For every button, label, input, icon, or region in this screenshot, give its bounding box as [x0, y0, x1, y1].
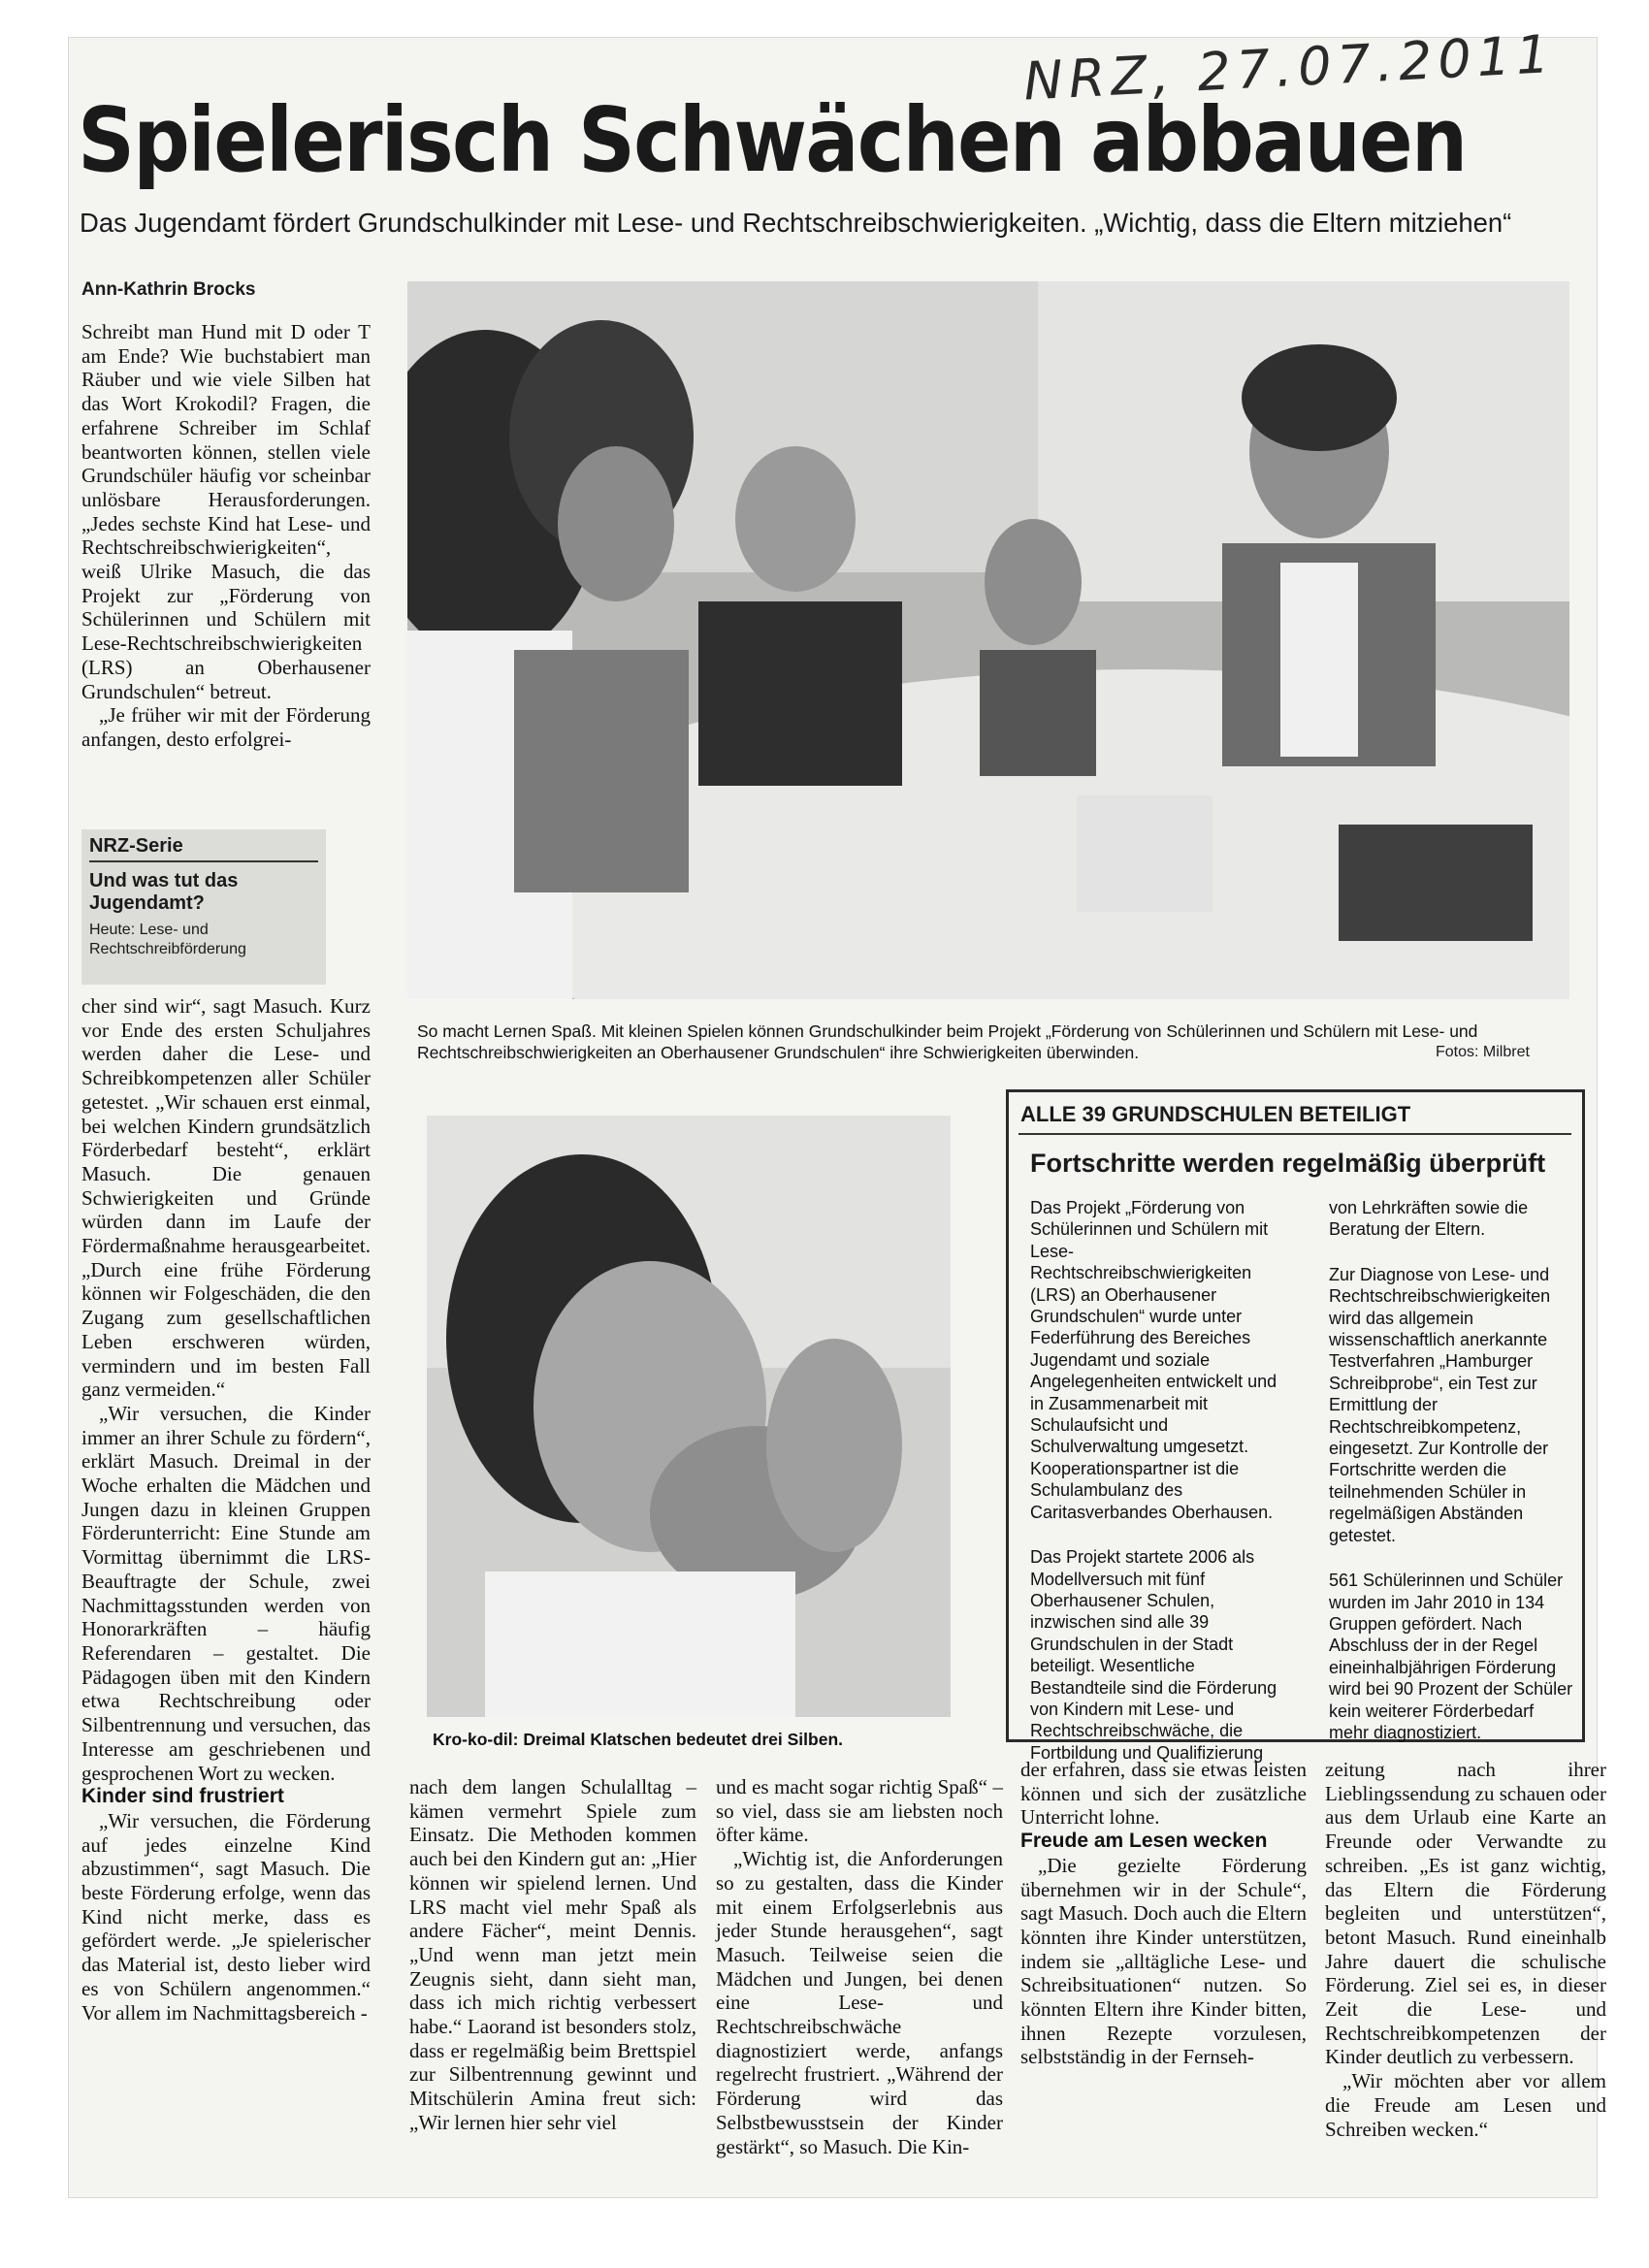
- photo-bottom-caption: Kro-ko-dil: Dreimal Klatschen bedeutet drei Silben.: [433, 1730, 843, 1749]
- article-subheadline: Das Jugendamt fördert Grundschulkinder mit Lese- und Rechtschreibschwierigkeiten. „Wichtig, dass die Eltern mitziehen“: [80, 208, 1512, 238]
- column-3: [716, 1775, 1003, 2158]
- paragraph: „Wichtig ist, die Anforderungen so zu gestalten, dass die Kinder mit einem Erfolgserlebnis aus jeder Stunde herausgehen“, sagt Masuch. Teilweise seien die Mädchen und Jungen, bei denen eine Lese- und Rechtschreibschwäche diagnostiziert werde, anfangs regelrecht frustriert. „Während der Förderung wird das Selbstbewusstsein der Kinder gestärkt“, so Masuch. Die Kin-: [716, 1847, 1003, 2158]
- column-1-bottom: [81, 994, 371, 2025]
- paragraph: 561 Schülerinnen und Schüler wurden im Jahr 2010 in 134 Gruppen gefördert. Nach Abschluss der in der Regel eineinhalbjährigen Förderung wird bei 90 Prozent der Schüler kein weiterer Förderbedarf mehr diagnostiziert.: [1329, 1571, 1573, 1742]
- series-box: [81, 829, 326, 985]
- paragraph: von Lehrkräften sowie die Beratung der Eltern.: [1329, 1198, 1529, 1240]
- info-box-right-column: [1329, 1197, 1576, 1766]
- subheading-joy-of-reading: Freude am Lesen wecken: [1020, 1830, 1268, 1853]
- photo-group-learning-illustration: [407, 281, 1569, 999]
- photo-credit: Fotos: Milbret: [1436, 1044, 1530, 1060]
- column-2: [409, 1775, 696, 2135]
- article-byline: Ann-Kathrin Brocks: [81, 279, 256, 300]
- paragraph: und es macht sogar richtig Spaß“ – so viel, dass sie am liebsten noch öfter käme.: [716, 1775, 1003, 1847]
- series-title: Und was tut das Jugendamt?: [89, 870, 239, 914]
- paragraph: Zur Diagnose von Lese- und Rechtschreibschwierigkeiten wird das allgemein wissenschaftlich anerkannte Testverfahren „Hamburger Schreibprobe“, ein Test zur Ermittlung der Rechtschreibkompetenz, eingesetzt. Zur Kontrolle der Fortschritte werden die teilnehmenden Schüler in regelmäßigen Abständen getestet.: [1329, 1264, 1551, 1545]
- photo-girl-clapping-illustration: [427, 1116, 951, 1717]
- paragraph: „Je früher wir mit der Förderung anfangen, desto erfolgrei-: [81, 703, 371, 751]
- photo-group-learning: [407, 281, 1569, 999]
- subheading-frustrated: Kinder sind frustriert: [81, 1785, 284, 1808]
- info-box-kicker: ALLE 39 GRUNDSCHULEN BETEILIGT: [1020, 1102, 1411, 1126]
- paragraph: Das Projekt startete 2006 als Modellversuch mit fünf Oberhausener Schulen, inzwischen sind alle 39 Grundschulen in der Stadt beteiligt. Wesentliche Bestandteile sind die Förderung von Kindern mit Lese- und Rechtschreibschwäche, die Fortbildung und Qualifizierung: [1030, 1547, 1277, 1763]
- photo-girl-clapping: [427, 1116, 951, 1717]
- handwritten-source-note: NRZ, 27.07.2011: [1021, 22, 1557, 113]
- series-label: NRZ-Serie: [89, 835, 318, 862]
- paragraph: Das Projekt „Förderung von Schülerinnen und Schülern mit Lese-Rechtschreibschwierigkeiten (LRS) an Oberhausener Grundschulen“ wurde unter Federführung des Bereiches Jugendamt und soziale Angelegenheiten entwickelt und in Zusammenarbeit mit Schulaufsicht und Schulverwaltung umgesetzt. Kooperationspartner ist die Schulambulanz des Caritasverbandes Oberhausen.: [1030, 1198, 1277, 1522]
- paragraph: „Wir versuchen, die Förderung auf jedes einzelne Kind abzustimmen“, sagt Masuch. Die beste Förderung erfolge, wenn das Kind nicht merke, dass es gefördert werde. „Je spielerischer das Material ist, desto lieber wird es von Schülern angenommen.“ Vor allem im Nachmittagsbereich -: [81, 1808, 371, 2025]
- article-headline: Spielerisch Schwächen abbauen: [78, 88, 1467, 192]
- paragraph: „Wir möchten aber vor allem die Freude am Lesen und Schreiben wecken.“: [1325, 2069, 1606, 2141]
- paragraph: Schreibt man Hund mit D oder T am Ende? Wie buchstabiert man Räuber und wie viele Silben hat das Wort Krokodil? Fragen, die erfahrene Schreiber im Schlaf beantworten können, stellen viele Grundschüler häufig vor scheinbar unlösbare Herausforderungen. „Jedes sechste Kind hat Lese- und Rechtschreibschwierigkeiten“, weiß Ulrike Masuch, die das Projekt zur „Förderung von Schülerinnen und Schülern mit Lese-Rechtschreibschwierigkeiten (LRS) an Oberhausener Grundschulen“ betreut.: [81, 320, 371, 703]
- paragraph: „Die gezielte Förderung übernehmen wir in der Schule“, sagt Masuch. Doch auch die Eltern könnten ihre Kinder unterstützen, indem sie „alltägliche Lese- und Schreibsituationen“ nutzen. So könnten Eltern ihre Kinder bitten, ihnen Rezepte vorzulesen, selbstständig in der Fernseh-: [1020, 1853, 1307, 2069]
- photo-top-caption: So macht Lernen Spaß. Mit kleinen Spielen können Grundschulkinder beim Projekt „Förderung von Schülerinnen und Schülern mit Lese- und Rechtschreibschwierigkeiten an Oberhausener Grundschulen“ ihre Schwierigkeiten überwinden.: [417, 1021, 1478, 1062]
- info-box-rule: [1018, 1133, 1571, 1135]
- column-4: [1020, 1758, 1307, 2069]
- info-box: [1006, 1089, 1585, 1763]
- info-box-left-column: [1030, 1197, 1294, 1787]
- paragraph: der erfahren, dass sie etwas leisten können und sich der zusätzliche Unterricht lohne.: [1020, 1758, 1307, 1830]
- info-box-title: Fortschritte werden regelmäßig überprüft: [1030, 1149, 1546, 1178]
- paragraph: nach dem langen Schulalltag – kämen vermehrt Spiele zum Einsatz. Die Methoden kommen auch bei den Kindern gut an: „Hier können wir spielend lernen. Und LRS macht viel mehr Spaß als andere Fächer“, meint Dennis. „Und wenn man jetzt mein Zeugnis sieht, dann sieht man, dass ich mich richtig verbessert habe.“ Laorand ist besonders stolz, dass er regelmäßig beim Brettspiel zur Silbentrennung gewinnt und Mitschülerin Amina freut sich: „Wir lernen hier sehr viel: [409, 1775, 696, 2134]
- column-1-top: [81, 320, 371, 752]
- column-5: [1325, 1758, 1606, 2141]
- paragraph: zeitung nach ihrer Lieblingssendung zu schauen oder aus dem Urlaub eine Karte an Freunde oder Verwandte zu schreiben. „Es ist ganz wichtig, das Eltern die Förderung begleiten und unterstützen“, betont Masuch. Rund eineinhalb Jahre dauert die schulische Förderung. Ziel sei es, in dieser Zeit die Lese- und Rechtschreibkompetenzen der Kinder deutlich zu verbessern.: [1325, 1758, 1606, 2069]
- paragraph: cher sind wir“, sagt Masuch. Kurz vor Ende des ersten Schuljahres werden daher die Lese- und Schreibkompetenzen aller Schüler getestet. „Wir schauen erst einmal, bei welchen Kindern grundsätzlich Förderbedarf besteht“, erklärt Masuch. Die genauen Schwierigkeiten und Gründe würden dann im Laufe der Fördermaßnahme herausgearbeitet. „Durch eine frühe Förderung können wir Folgeschäden, die den Zugang zum gesellschaftlichen Leben erschweren würden, vermindern und im besten Fall ganz vermeiden.“: [81, 994, 371, 1402]
- series-today: Heute: Lese- und Rechtschreibförderung: [89, 922, 246, 957]
- paragraph: „Wir versuchen, die Kinder immer an ihrer Schule zu fördern“, erklärt Masuch. Dreimal in der Woche erhalten die Mädchen und Jungen dazu in kleinen Gruppen Förderunterricht: Eine Stunde am Vormittag übernimmt die LRS-Beauftragte der Schule, zwei Nachmittagsstunden werden von Honorarkräften – häufig Referendaren – gestaltet. Die Pädagogen üben mit den Kindern etwa Rechtschreibung oder Silbentrennung und versuchen, das Interesse am geschriebenen und gesprochenen Wort zu wecken.: [81, 1401, 371, 1785]
